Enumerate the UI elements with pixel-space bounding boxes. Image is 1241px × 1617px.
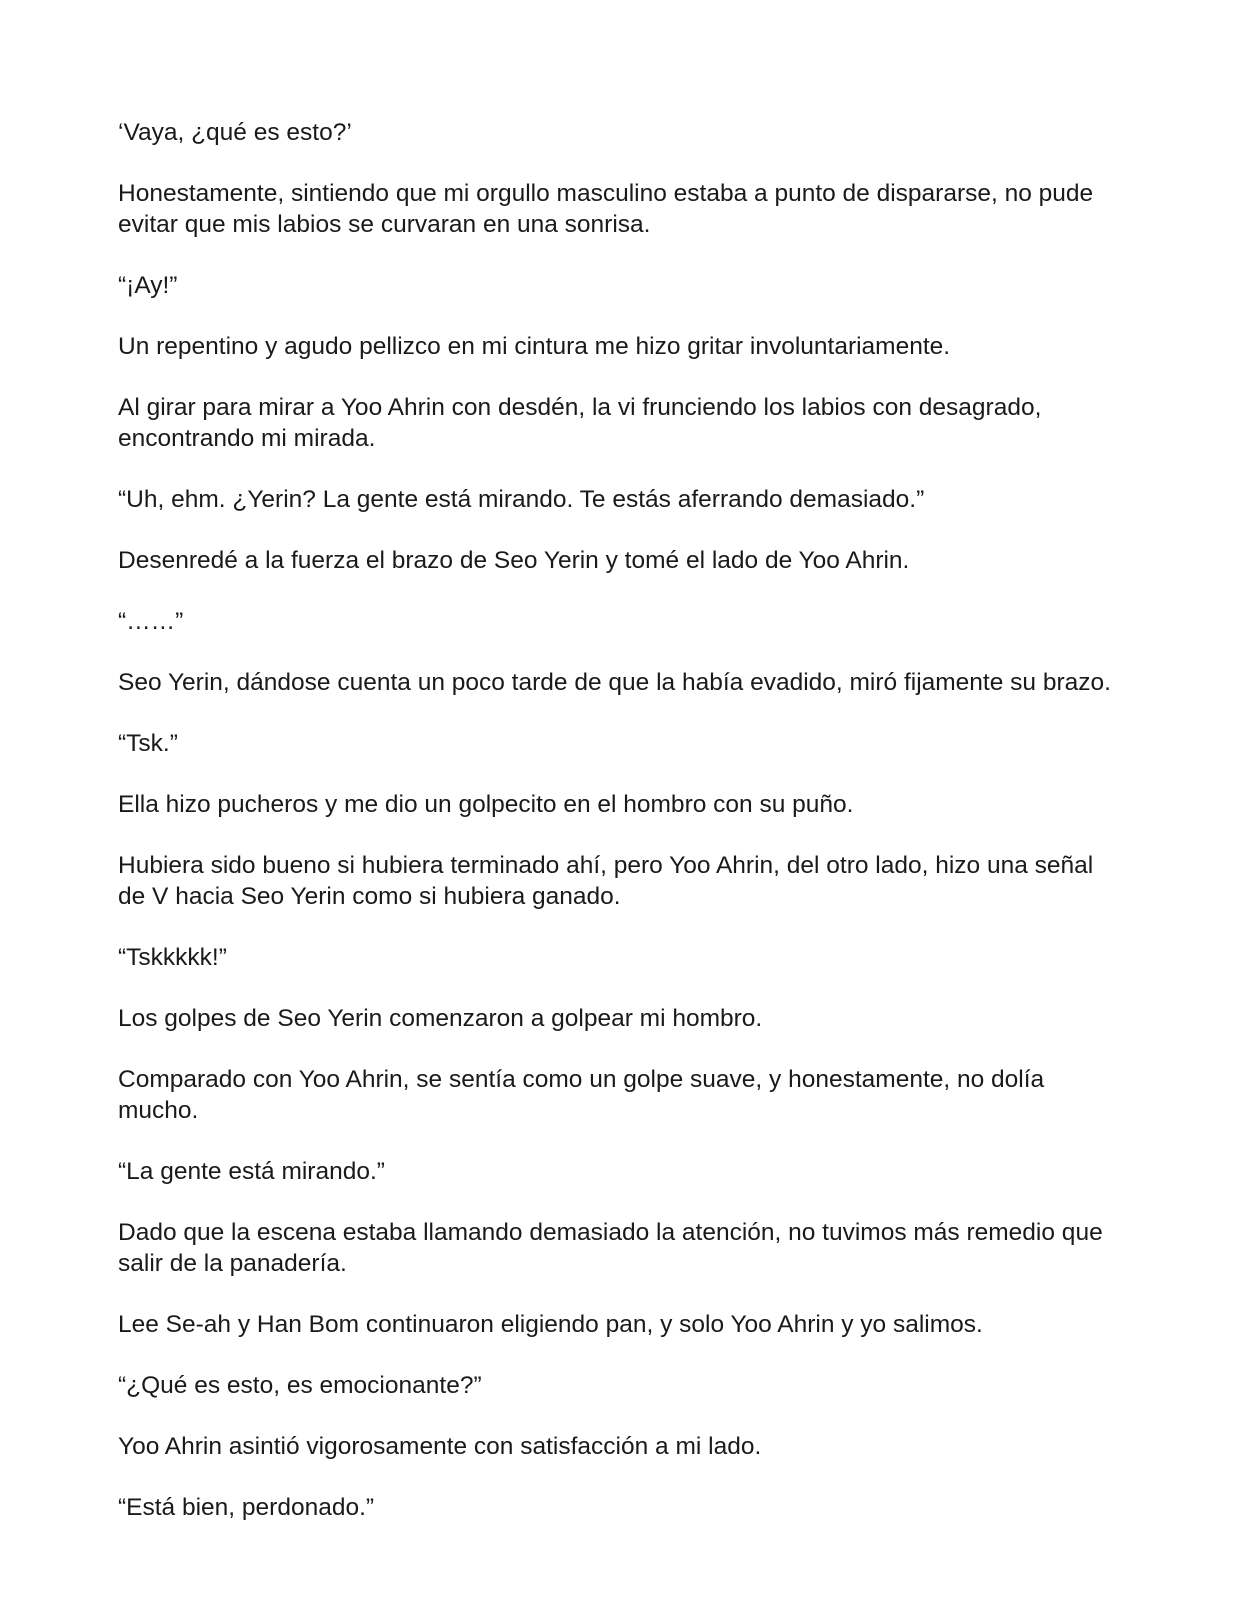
paragraph: “¿Qué es esto, es emocionante?”	[118, 1372, 482, 1399]
paragraph: Un repentino y agudo pellizco en mi cintura me hizo gritar involuntariamente.	[118, 333, 951, 360]
paragraph: “¡Ay!”	[118, 272, 178, 299]
paragraph: Desenredé a la fuerza el brazo de Seo Yerin y tomé el lado de Yoo Ahrin.	[118, 547, 910, 574]
paragraph: Yoo Ahrin asintió vigorosamente con satisfacción a mi lado.	[118, 1433, 762, 1460]
paragraph: “Tskkkkk!”	[118, 944, 227, 971]
paragraph: “Uh, ehm. ¿Yerin? La gente está mirando. Te estás aferrando demasiado.”	[118, 486, 925, 513]
paragraph: Comparado con Yoo Ahrin, se sentía como un golpe suave, y honestamente, no dolía mucho.	[118, 1066, 1045, 1124]
paragraph: “La gente está mirando.”	[118, 1158, 385, 1185]
paragraph: Seo Yerin, dándose cuenta un poco tarde de que la había evadido, miró fijamente su brazo.	[118, 669, 1111, 696]
paragraph: Los golpes de Seo Yerin comenzaron a golpear mi hombro.	[118, 1005, 763, 1032]
paragraph: “Tsk.”	[118, 730, 178, 757]
paragraph: Hubiera sido bueno si hubiera terminado ahí, pero Yoo Ahrin, del otro lado, hizo una señal de V hacia Seo Yerin como si hubiera ganado.	[118, 852, 1094, 910]
paragraph: ‘Vaya, ¿qué es esto?’	[118, 119, 352, 146]
document-body	[118, 117, 1118, 1553]
paragraph: Lee Se-ah y Han Bom continuaron eligiendo pan, y solo Yoo Ahrin y yo salimos.	[118, 1311, 983, 1338]
paragraph: Ella hizo pucheros y me dio un golpecito en el hombro con su puño.	[118, 791, 854, 818]
paragraph: Dado que la escena estaba llamando demasiado la atención, no tuvimos más remedio que salir de la panadería.	[118, 1219, 1103, 1277]
paragraph: “……”	[118, 608, 184, 635]
paragraph: Honestamente, sintiendo que mi orgullo masculino estaba a punto de dispararse, no pude evitar que mis labios se curvaran en una sonrisa.	[118, 180, 1094, 238]
paragraph: Al girar para mirar a Yoo Ahrin con desdén, la vi frunciendo los labios con desagrado, encontrando mi mirada.	[118, 394, 1042, 452]
paragraph: “Está bien, perdonado.”	[118, 1494, 375, 1521]
